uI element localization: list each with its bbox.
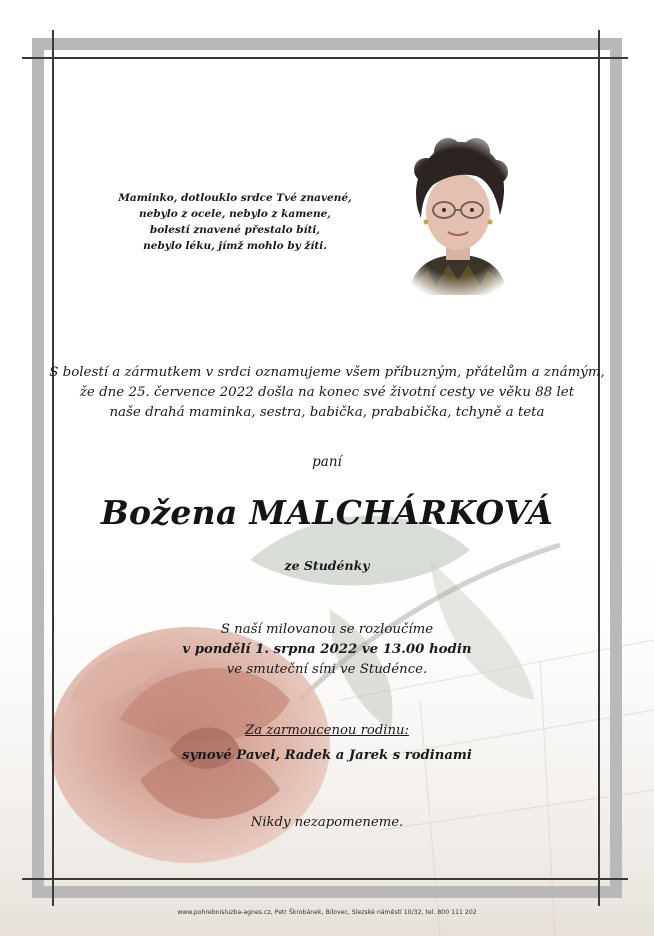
closing-line: Nikdy nezapomeneme. (250, 815, 404, 830)
poem-line: bolestí znavené přestalo bíti, (149, 224, 321, 236)
announcement-line: že dne 25. července 2022 došla na konec své životní cesty ve věku 88 let (79, 385, 575, 400)
frame-bottom-band (32, 886, 622, 898)
deceased-origin: ze Studénky (284, 558, 370, 573)
memorial-poem (100, 190, 370, 254)
poem-line: Maminko, dotlouklo srdce Tvé znavené, (118, 192, 352, 204)
poem-line: nebylo z ocele, nebylo z kamene, (139, 208, 331, 220)
poem-line: nebylo léku, jímž mohlo by žíti. (143, 240, 327, 252)
frame-top-band (32, 38, 622, 50)
portrait-photo (388, 130, 528, 295)
farewell-details (0, 620, 654, 680)
honorific: paní (312, 454, 342, 470)
deceased-name: Božena MALCHÁRKOVÁ (100, 493, 554, 532)
family-heading: Za zarmoucenou rodinu: (245, 723, 409, 738)
death-announcement (40, 363, 614, 423)
farewell-venue: ve smuteční síni ve Studénce. (226, 662, 428, 677)
funeral-service-footer: www.pohrebnisluzba-agnes.cz, Petr Škrobánek, Bílovec, Slezské náměstí 10/32, tel. 800 111 202 (177, 909, 477, 916)
farewell-date-time: v pondělí 1. srpna 2022 ve 13.00 hodin (182, 642, 472, 657)
frame-bottom-line (22, 878, 628, 880)
farewell-intro: S naší milovanou se rozloučíme (220, 622, 434, 637)
announcement-line: naše drahá maminka, sestra, babička, prababička, tchyně a teta (109, 405, 545, 420)
family-names: synové Pavel, Radek a Jarek s rodinami (182, 748, 472, 763)
announcement-line: S bolestí a zármutkem v srdci oznamujeme všem příbuzným, přátelům a známým, (49, 365, 605, 380)
frame-top-line (22, 57, 628, 59)
